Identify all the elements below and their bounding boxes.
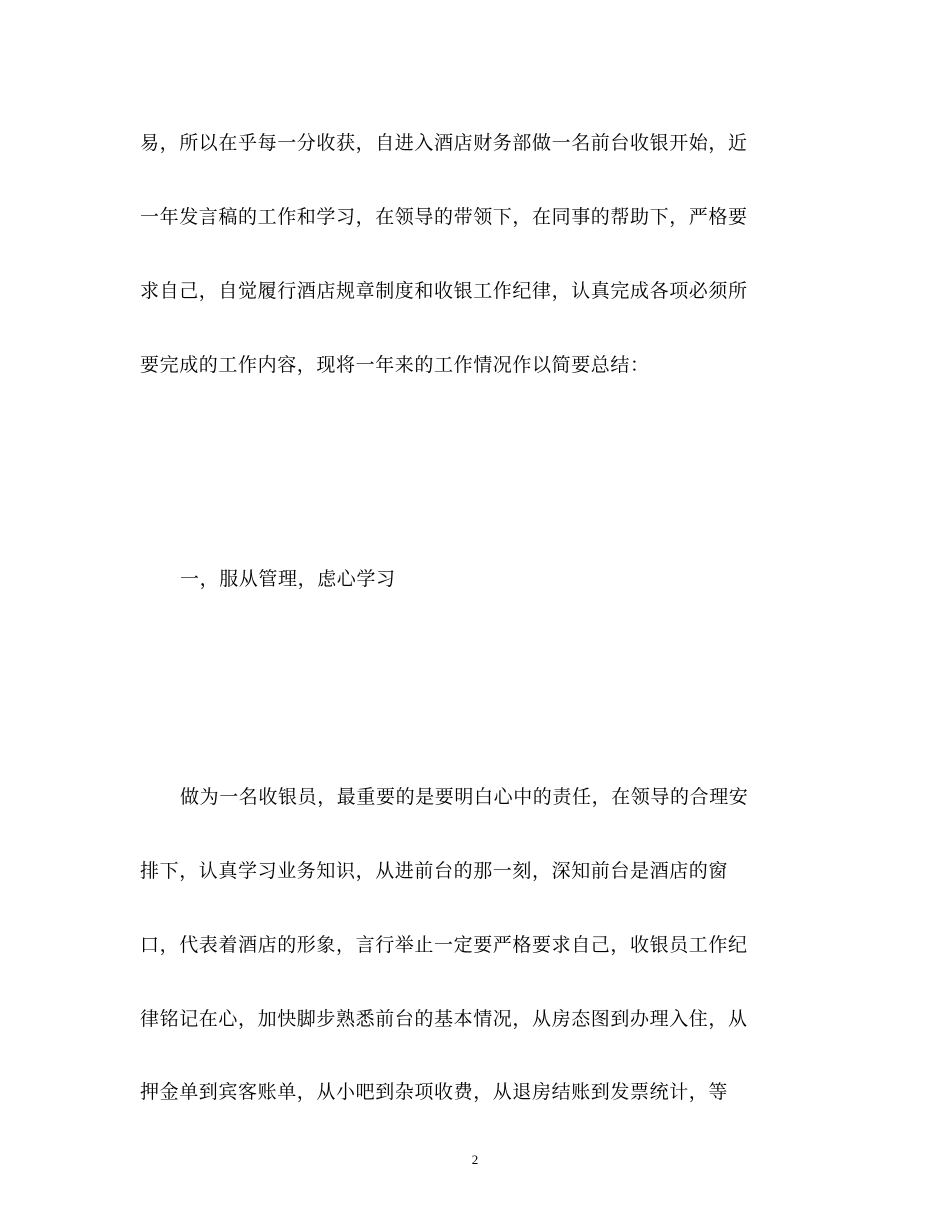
paragraph1-line-1: 易，所以在乎每一分收获，自进入酒店财务部做一名前台收银开始，近 <box>140 132 748 154</box>
paragraph1-line-2: 一年发言稿的工作和学习，在领导的带领下，在同事的帮助下，严格要 <box>140 206 748 228</box>
page-number: 2 <box>471 1152 479 1167</box>
paragraph2-line-1: 做为一名收银员，最重要的是要明白心中的责任，在领导的合理安 <box>180 786 749 808</box>
paragraph1-line-3: 求自己，自觉履行酒店规章制度和收银工作纪律，认真完成各项必须所 <box>140 280 748 302</box>
paragraph2-line-3: 口，代表着酒店的形象，言行举止一定要严格要求自己，收银员工作纪 <box>140 934 748 956</box>
paragraph2-line-4: 律铭记在心，加快脚步熟悉前台的基本情况，从房态图到办理入住，从 <box>140 1008 748 1030</box>
paragraph2-line-2: 排下，认真学习业务知识，从进前台的那一刻，深知前台是酒店的窗 <box>140 860 729 882</box>
section-heading: 一，服从管理，虑心学习 <box>180 568 396 590</box>
paragraph2-line-5: 押金单到宾客账单，从小吧到杂项收费，从退房结账到发票统计，等 <box>140 1081 729 1103</box>
paragraph1-line-4: 要完成的工作内容，现将一年来的工作情况作以简要总结： <box>140 354 650 376</box>
